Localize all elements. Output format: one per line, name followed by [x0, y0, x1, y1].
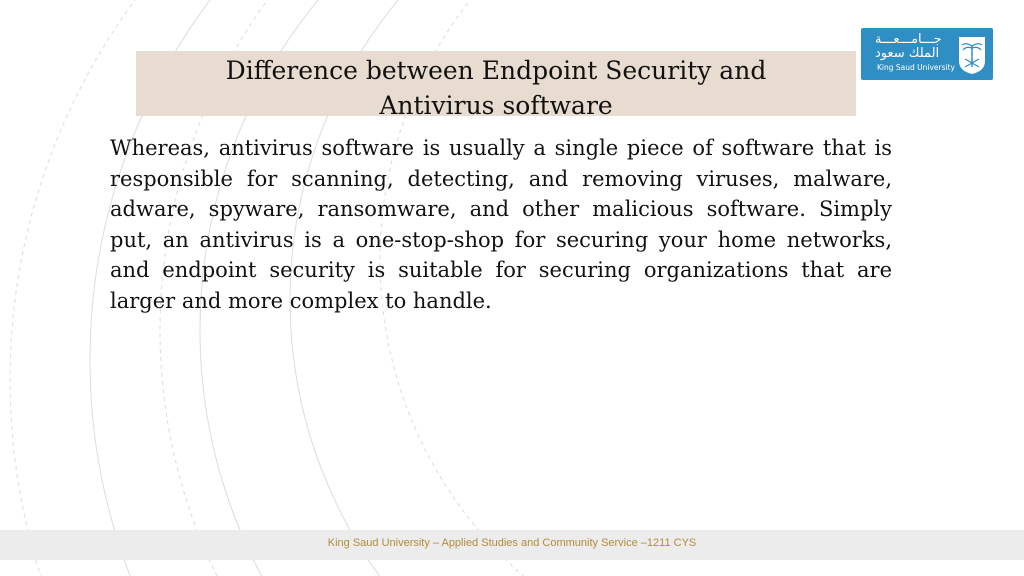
- slide-title-box: [136, 51, 856, 120]
- logo-arabic-line-1: جـــامـــعـــة: [875, 32, 942, 47]
- king-saud-university-logo: [861, 28, 993, 80]
- logo-arabic-line-2: الملك سعود: [875, 46, 940, 61]
- logo-english-name: King Saud University: [877, 63, 955, 72]
- title-line-1: Difference between Endpoint Security and: [225, 56, 767, 85]
- title-line-2: Antivirus software: [379, 91, 613, 120]
- slide-title: [136, 53, 856, 123]
- footer-text: King Saud University – Applied Studies and Community Service –1211 CYS: [327, 537, 697, 549]
- palm-emblem-icon: [957, 33, 987, 75]
- slide-body-paragraph: Whereas, antivirus software is usually a single piece of software that is responsible for scanning, detecting, and removing viruses, malware, adware, spyware, ransomware, and other malicious software. Simply put, an antivirus is a one-stop-shop for securing your home networks, and endpoint security is suitable for securing organizations that are larger and more complex to handle.: [110, 136, 892, 313]
